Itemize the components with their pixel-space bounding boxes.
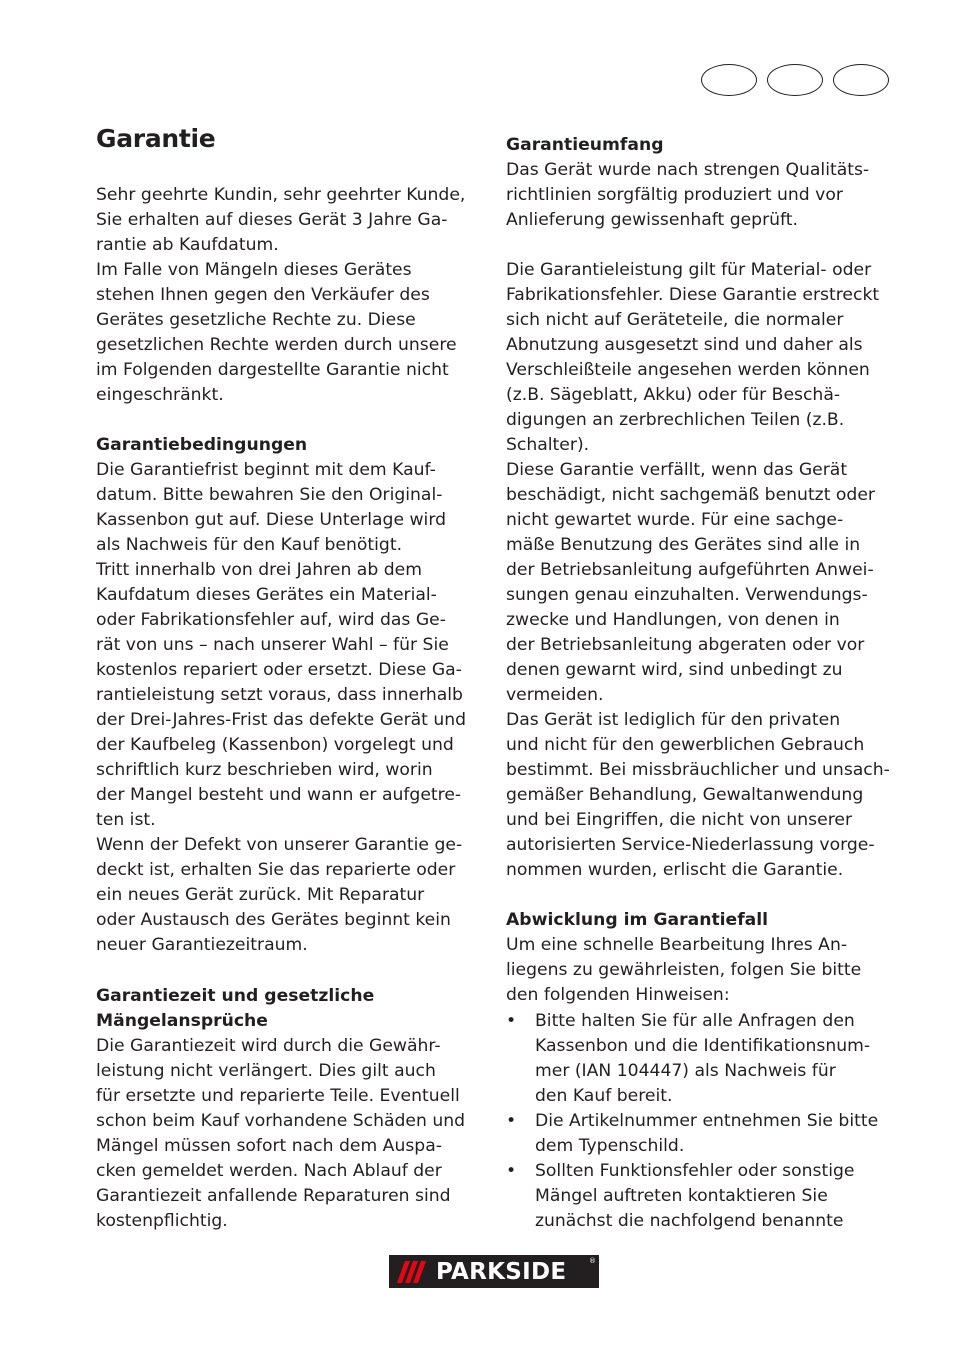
claim-paragraph: Um eine schnelle Bearbeitung Ihres An- liegens zu gewährleisten, folgen Sie bitte den folgenden Hinweisen:	[506, 935, 862, 1005]
list-item: • Bitte halten Sie für alle Anfragen den Kassenbon und die Identifikationsnum- mer (IAN 104447) als Nachweis für den Kauf bereit.	[506, 1009, 901, 1109]
claim-bullet-list	[506, 1009, 901, 1234]
list-item: • Sollten Funktionsfehler oder sonstige Mängel auftreten kontaktieren Sie zunächst die nachfolgend benannte	[506, 1159, 901, 1234]
list-item: • Die Artikelnummer entnehmen Sie bitte dem Typenschild.	[506, 1109, 901, 1159]
parkside-logo	[389, 1255, 599, 1288]
conditions-heading: Garantiebedingungen	[96, 435, 308, 455]
conditions-paragraph: Die Garantiefrist beginnt mit dem Kauf- datum. Bitte bewahren Sie den Original- Kassenbon gut auf. Diese Unterlage wird als Nachweis für den Kauf benötigt. Tritt innerhalb von drei Jahren ab dem Kaufdatum dieses Gerätes ein Material- oder Fabrikationsfehler auf, wird das Ge- rät von uns – nach unserer Wahl – für Sie kostenlos repariert oder ersetzt. Diese Ga- rantieleistung setzt voraus, dass innerhalb der Drei-Jahres-Frist das defekte Gerät und der Kaufbeleg (Kassenbon) vorgelegt und schriftlich kurz beschrieben wird, worin der Mangel besteht und wann er aufgetre- ten ist. Wenn der Defekt von unserer Garantie ge- deckt ist, erhalten Sie das reparierte oder ein neues Gerät zurück. Mit Reparatur oder Austausch des Gerätes beginnt kein neuer Garantiezeitraum.	[96, 460, 467, 955]
language-oval-1	[701, 64, 757, 96]
intro-paragraph: Sehr geehrte Kundin, sehr geehrter Kunde, Sie erhalten auf dieses Gerät 3 Jahre Ga- rantie ab Kaufdatum. Im Falle von Mängeln dieses Gerätes stehen Ihnen gegen den Verkäufer des Gerätes gesetzliche Rechte zu. Diese gesetzlichen Rechte werden durch unsere im Folgenden dargestellte Garantie nicht eingeschränkt.	[96, 185, 466, 405]
language-oval-2	[767, 64, 823, 96]
logo-wordmark: PARKSIDE	[436, 1258, 567, 1285]
scope-paragraph-2: Die Garantieleistung gilt für Material- oder Fabrikationsfehler. Diese Garantie erstreckt sich nicht auf Geräteteile, die normaler Abnutzung ausgesetzt sind und daher als Verschleißteile angesehen werden können (z.B. Sägeblatt, Akku) oder für Beschä- digungen an zerbrechlichen Teilen (z.B. Schalter). Diese Garantie verfällt, wenn das Gerät beschädigt, nicht sachgemäß benutzt oder nicht gewartet wurde. Für eine sachge- mäße Benutzung des Gerätes sind alle in der Betriebsanleitung aufgeführten Anwei- sungen genau einzuhalten. Verwendungs- zwecke und Handlungen, von denen in der Betriebsanleitung abgeraten oder vor denen gewarnt wird, sind unbedingt zu vermeiden. Das Gerät ist lediglich für den privaten und nicht für den gewerblichen Gebrauch bestimmt. Bei missbräuchlicher und unsach- gemäßer Behandlung, Gewaltanwendung und bei Eingriffen, die nicht von unserer autorisierten Service-Niederlassung vorge- nommen wurden, erlischt die Garantie.	[506, 260, 890, 880]
scope-heading: Garantieumfang	[506, 135, 664, 155]
claim-heading: Abwicklung im Garantiefall	[506, 910, 769, 930]
period-heading: Garantiezeit und gesetzliche Mängelansprüche	[96, 986, 375, 1031]
scope-paragraph-1: Das Gerät wurde nach strengen Qualitäts- richtlinien sorgfältig produziert und vor Anlieferung gewissenhaft geprüft.	[506, 160, 870, 230]
page-title: Garantie	[96, 124, 216, 153]
registered-mark: ®	[589, 1257, 596, 1265]
logo-stripes-icon	[401, 1261, 422, 1283]
language-oval-3	[833, 64, 889, 96]
period-paragraph: Die Garantiezeit wird durch die Gewähr- leistung nicht verlängert. Dies gilt auch für ersetzte und reparierte Teile. Eventuell schon beim Kauf vorhandene Schäden und Mängel müssen sofort nach dem Auspa- cken gemeldet werden. Nach Ablauf der Garantiezeit anfallende Reparaturen sind kostenpflichtig.	[96, 1036, 466, 1231]
